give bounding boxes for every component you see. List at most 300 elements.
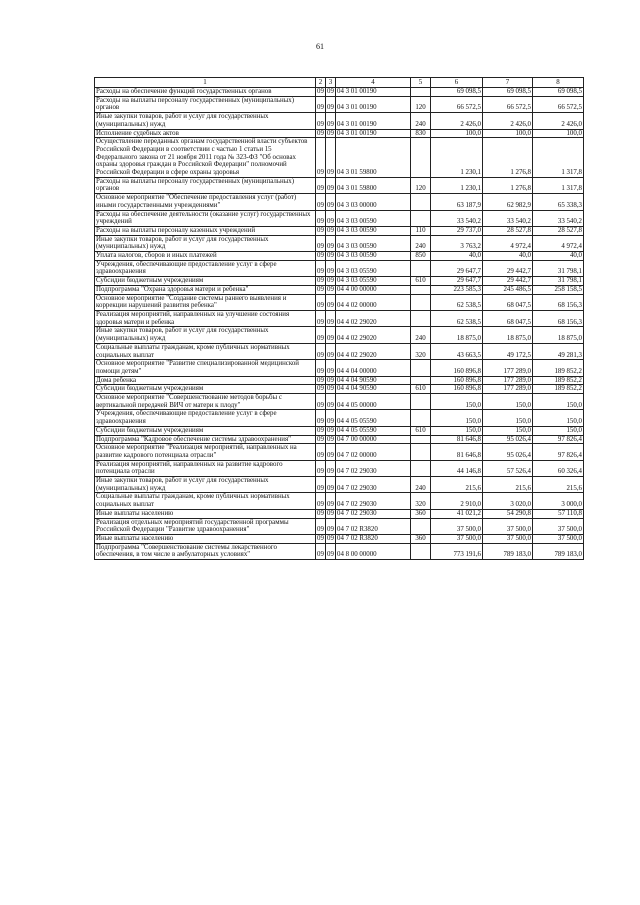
row-amount-year-1: 1 230,1 [431, 138, 483, 178]
row-amount-year-2: 57 526,4 [483, 460, 533, 476]
row-amount-year-1: 100,0 [431, 129, 483, 138]
row-expense-type-code: 240 [411, 477, 431, 493]
row-expense-type-code: 360 [411, 534, 431, 543]
row-section-code: 09 [317, 435, 324, 443]
column-header-8: 8 [533, 78, 584, 88]
row-amount-year-3: 189 852,2 [533, 376, 584, 385]
row-subsection-code: 09 [326, 493, 336, 509]
row-amount-year-3: 68 156,3 [533, 310, 584, 326]
table-row [95, 138, 584, 178]
row-subsection-code: 09 [326, 444, 336, 460]
row-amount-year-1: 2 910,0 [431, 493, 483, 509]
row-amount-year-1: 773 191,6 [431, 543, 483, 559]
row-amount-year-1: 37 500,0 [431, 534, 483, 543]
row-name: Иные закупки товаров, работ и услуг для государственных (муниципальных) нужд [95, 113, 316, 129]
row-subsection-code: 09 [326, 138, 336, 178]
table-row [95, 235, 584, 251]
row-subsection-code: 09 [326, 210, 336, 226]
row-amount-year-3: 49 281,3 [533, 343, 584, 359]
row-amount-year-1: 33 540,2 [431, 210, 483, 226]
row-expense-type-code [411, 285, 431, 294]
row-expense-type-code: 320 [411, 343, 431, 359]
row-subsection-code: 09 [326, 310, 336, 326]
row-subsection-code: 09 [326, 394, 336, 410]
row-amount-year-3: 97 826,4 [533, 435, 584, 444]
row-amount-year-2: 177 289,0 [483, 376, 533, 385]
row-amount-year-1: 69 098,5 [431, 88, 483, 97]
row-amount-year-3: 37 500,0 [533, 534, 584, 543]
row-subsection-code: 09 [327, 252, 334, 260]
row-section-code: 09 [317, 385, 324, 393]
row-section-code: 09 [316, 477, 326, 493]
row-amount-year-3: 66 572,5 [533, 96, 584, 112]
row-amount-year-2: 28 527,8 [483, 226, 533, 235]
table-row [95, 343, 584, 359]
row-amount-year-1: 160 896,8 [431, 385, 483, 394]
row-subsection-code: 09 [326, 360, 336, 376]
row-target-code: 04 7 02 29030 [336, 460, 411, 476]
row-subsection-code: 09 [327, 426, 334, 434]
row-amount-year-3: 68 156,3 [533, 294, 584, 310]
row-amount-year-3: 65 338,3 [533, 194, 584, 210]
row-name: Дома ребенка [95, 376, 316, 385]
row-name: Иные выплаты населению [95, 534, 316, 543]
row-section-code: 09 [316, 113, 326, 129]
row-expense-type-code [411, 543, 431, 559]
row-expense-type-code: 360 [411, 509, 431, 518]
row-subsection-code: 09 [326, 177, 336, 193]
row-name: Реализация мероприятий, направленных на улучшение состояния здоровья матери и ребенка [95, 310, 316, 326]
row-subsection-code: 09 [326, 543, 336, 559]
row-target-code: 04 4 05 00000 [336, 394, 411, 410]
row-section-code: 09 [317, 426, 324, 434]
row-amount-year-3: 57 110,8 [533, 509, 584, 518]
row-amount-year-2: 29 442,7 [483, 277, 533, 286]
row-name: Иные закупки товаров, работ и услуг для государственных (муниципальных) нужд [95, 477, 316, 493]
column-header-5: 5 [411, 78, 431, 88]
row-expense-type-code: 610 [411, 385, 431, 394]
row-amount-year-2: 2 426,0 [483, 113, 533, 129]
row-subsection-code: 09 [326, 235, 336, 251]
row-amount-year-1: 63 187,9 [431, 194, 483, 210]
row-name: Социальные выплаты гражданам, кроме публичных нормативных социальных выплат [95, 343, 316, 359]
row-expense-type-code: 240 [411, 327, 431, 343]
column-header-6: 6 [431, 78, 483, 88]
row-expense-type-code: 120 [411, 96, 431, 112]
row-amount-year-1: 62 538,5 [431, 294, 483, 310]
row-subsection-code: 09 [326, 260, 336, 276]
row-subsection-code: 09 [326, 343, 336, 359]
row-amount-year-1: 66 572,5 [431, 96, 483, 112]
row-target-code: 04 3 03 00590 [336, 210, 411, 226]
row-name: Расходы на обеспечение функций государственных органов [95, 88, 316, 97]
row-amount-year-2: 3 020,0 [483, 493, 533, 509]
table-row [95, 310, 584, 326]
row-subsection-code: 09 [326, 194, 336, 210]
row-amount-year-2: 95 026,4 [483, 435, 533, 444]
table-row [95, 294, 584, 310]
row-amount-year-1: 62 538,5 [431, 310, 483, 326]
table-row [95, 252, 584, 261]
row-amount-year-3: 4 972,4 [533, 235, 584, 251]
row-amount-year-1: 81 646,8 [431, 444, 483, 460]
row-name: Расходы на выплаты персоналу казенных учреждений [95, 226, 316, 235]
row-amount-year-2: 33 540,2 [483, 210, 533, 226]
row-amount-year-2: 68 047,5 [483, 310, 533, 326]
row-amount-year-2: 49 172,5 [483, 343, 533, 359]
row-amount-year-3: 18 875,0 [533, 327, 584, 343]
row-amount-year-1: 215,6 [431, 477, 483, 493]
row-target-code: 04 8 00 00000 [336, 543, 411, 559]
row-expense-type-code: 110 [411, 226, 431, 235]
row-target-code: 04 4 05 05590 [336, 426, 411, 435]
row-target-code: 04 3 01 59800 [336, 177, 411, 193]
row-subsection-code: 09 [326, 294, 336, 310]
row-name: Реализация мероприятий, направленных на развитие кадрового потенциала отрасли [95, 460, 316, 476]
table-row [95, 285, 584, 294]
row-amount-year-2: 18 875,0 [483, 327, 533, 343]
row-target-code: 04 4 05 05590 [336, 410, 411, 426]
row-expense-type-code [411, 444, 431, 460]
row-target-code: 04 4 02 29020 [336, 327, 411, 343]
row-amount-year-1: 29 647,7 [431, 260, 483, 276]
row-subsection-code: 09 [326, 113, 336, 129]
table-row [95, 88, 584, 97]
column-header-7: 7 [483, 78, 533, 88]
row-name: Основное мероприятие "Развитие специализированной медицинской помощи детям" [95, 360, 316, 376]
row-target-code: 04 7 02 00000 [336, 444, 411, 460]
row-section-code: 09 [316, 360, 326, 376]
row-amount-year-1: 223 585,3 [431, 285, 483, 294]
row-target-code: 04 3 01 59800 [336, 138, 411, 178]
row-expense-type-code [411, 460, 431, 476]
row-name: Реализация отдельных мероприятий государственной программы Российской Федерации "Развитие здравоохранения" [95, 518, 316, 534]
row-amount-year-1: 29 647,7 [431, 277, 483, 286]
row-target-code: 04 4 02 00000 [336, 294, 411, 310]
row-expense-type-code: 240 [411, 113, 431, 129]
row-amount-year-3: 3 000,0 [533, 493, 584, 509]
row-amount-year-3: 150,0 [533, 426, 584, 435]
row-target-code: 04 3 03 00000 [336, 194, 411, 210]
row-amount-year-3: 100,0 [533, 129, 584, 138]
table-row [95, 129, 584, 138]
row-name: Основное мероприятие "Реализация мероприятий, направленных на развитие кадрового потенциала отрасли" [95, 444, 316, 460]
row-amount-year-3: 69 098,5 [533, 88, 584, 97]
row-amount-year-3: 40,0 [533, 252, 584, 261]
row-target-code: 04 7 02 29030 [336, 477, 411, 493]
row-expense-type-code: 240 [411, 235, 431, 251]
row-subsection-code: 09 [327, 277, 334, 285]
row-name: Субсидии бюджетным учреждениям [95, 426, 316, 435]
row-amount-year-2: 29 442,7 [483, 260, 533, 276]
row-section-code: 09 [317, 226, 324, 234]
row-amount-year-3: 189 852,2 [533, 385, 584, 394]
row-amount-year-3: 150,0 [533, 394, 584, 410]
table-row [95, 385, 584, 394]
table-row [95, 226, 584, 235]
row-expense-type-code: 830 [411, 129, 431, 138]
row-section-code: 09 [316, 327, 326, 343]
row-expense-type-code [411, 194, 431, 210]
row-amount-year-1: 160 896,8 [431, 376, 483, 385]
row-expense-type-code: 120 [411, 177, 431, 193]
row-amount-year-2: 789 183,0 [483, 543, 533, 559]
row-target-code: 04 4 00 00000 [336, 285, 411, 294]
row-subsection-code: 09 [327, 534, 334, 542]
row-subsection-code: 09 [326, 410, 336, 426]
row-amount-year-2: 150,0 [483, 410, 533, 426]
row-section-code: 09 [317, 252, 324, 260]
row-section-code: 09 [316, 460, 326, 476]
row-target-code: 04 3 03 05590 [336, 260, 411, 276]
row-amount-year-1: 160 896,8 [431, 360, 483, 376]
row-expense-type-code [411, 138, 431, 178]
table-row [95, 410, 584, 426]
page-number: 61 [316, 42, 324, 51]
row-amount-year-2: 37 500,0 [483, 534, 533, 543]
row-subsection-code: 09 [327, 88, 334, 95]
row-amount-year-3: 189 852,2 [533, 360, 584, 376]
row-amount-year-2: 245 486,5 [483, 285, 533, 294]
row-section-code: 09 [317, 277, 324, 285]
row-name: Подпрограмма "Кадровое обеспечение системы здравоохранения" [95, 435, 316, 444]
row-target-code: 04 4 04 00000 [336, 360, 411, 376]
table-header-row [95, 78, 584, 88]
table-row [95, 210, 584, 226]
row-amount-year-1: 150,0 [431, 394, 483, 410]
row-name: Подпрограмма "Охрана здоровья матери и ребенка" [95, 285, 316, 294]
row-section-code: 09 [316, 210, 326, 226]
row-amount-year-3: 1 317,8 [533, 177, 584, 193]
row-name: Расходы на обеспечение деятельности (оказание услуг) государственных учреждений [95, 210, 316, 226]
row-section-code: 09 [316, 518, 326, 534]
row-target-code: 04 3 03 00590 [336, 235, 411, 251]
row-section-code: 09 [317, 509, 324, 517]
row-name: Иные выплаты населению [95, 509, 316, 518]
row-section-code: 09 [316, 543, 326, 559]
row-amount-year-2: 54 290,8 [483, 509, 533, 518]
row-amount-year-3: 258 158,5 [533, 285, 584, 294]
table-row [95, 534, 584, 543]
row-target-code: 04 3 03 00590 [336, 252, 411, 261]
row-section-code: 09 [317, 534, 324, 542]
row-amount-year-2: 177 289,0 [483, 360, 533, 376]
row-amount-year-2: 150,0 [483, 426, 533, 435]
row-amount-year-3: 2 426,0 [533, 113, 584, 129]
table-row [95, 426, 584, 435]
table-row [95, 96, 584, 112]
row-section-code: 09 [316, 444, 326, 460]
column-header-2: 2 [316, 78, 326, 88]
row-section-code: 09 [316, 310, 326, 326]
row-name: Учреждения, обеспечивающие предоставление услуг в сфере здравоохранения [95, 260, 316, 276]
table-row [95, 435, 584, 444]
row-expense-type-code: 320 [411, 493, 431, 509]
table-row [95, 477, 584, 493]
row-amount-year-1: 37 500,0 [431, 518, 483, 534]
row-amount-year-3: 33 540,2 [533, 210, 584, 226]
row-amount-year-2: 150,0 [483, 394, 533, 410]
table-row [95, 177, 584, 193]
row-amount-year-1: 44 146,8 [431, 460, 483, 476]
row-target-code: 04 7 00 00000 [336, 435, 411, 444]
row-section-code: 09 [316, 96, 326, 112]
row-subsection-code: 09 [326, 518, 336, 534]
table-row [95, 113, 584, 129]
row-section-code: 09 [317, 285, 324, 293]
table-row [95, 260, 584, 276]
row-name: Подпрограмма "Совершенствование системы лекарственного обеспечения, в том числе в амбулаторных условиях" [95, 543, 316, 559]
row-expense-type-code [411, 410, 431, 426]
row-section-code: 09 [317, 129, 324, 137]
table-row [95, 327, 584, 343]
row-target-code: 04 7 02 29030 [336, 509, 411, 518]
row-amount-year-1: 18 875,0 [431, 327, 483, 343]
row-target-code: 04 3 03 00590 [336, 226, 411, 235]
row-name: Иные закупки товаров, работ и услуг для государственных (муниципальных) нужд [95, 235, 316, 251]
row-amount-year-2: 215,6 [483, 477, 533, 493]
budget-table [94, 77, 584, 560]
row-expense-type-code [411, 210, 431, 226]
row-amount-year-1: 150,0 [431, 426, 483, 435]
row-expense-type-code [411, 294, 431, 310]
row-section-code: 09 [316, 235, 326, 251]
row-section-code: 09 [316, 194, 326, 210]
table-row [95, 543, 584, 559]
row-expense-type-code [411, 260, 431, 276]
row-section-code: 09 [317, 88, 324, 95]
row-expense-type-code [411, 518, 431, 534]
row-subsection-code: 09 [327, 129, 334, 137]
row-target-code: 04 3 01 00190 [336, 88, 411, 97]
row-section-code: 09 [316, 260, 326, 276]
row-subsection-code: 09 [327, 226, 334, 234]
row-name: Основное мероприятие "Обеспечение предоставления услуг (работ) иными государственными учреждениями" [95, 194, 316, 210]
row-expense-type-code [411, 394, 431, 410]
row-amount-year-3: 28 527,8 [533, 226, 584, 235]
row-amount-year-2: 66 572,5 [483, 96, 533, 112]
row-amount-year-1: 43 663,5 [431, 343, 483, 359]
row-amount-year-3: 60 326,4 [533, 460, 584, 476]
row-target-code: 04 3 01 00190 [336, 113, 411, 129]
row-amount-year-3: 31 798,1 [533, 260, 584, 276]
row-subsection-code: 09 [326, 96, 336, 112]
row-target-code: 04 3 01 00190 [336, 129, 411, 138]
row-name: Основное мероприятие "Совершенствование методов борьбы с вертикальной передачей ВИЧ от матери к плоду" [95, 394, 316, 410]
row-expense-type-code [411, 376, 431, 385]
row-name: Субсидии бюджетным учреждениям [95, 385, 316, 394]
table-row [95, 509, 584, 518]
row-target-code: 04 4 02 29020 [336, 343, 411, 359]
row-target-code: 04 7 02 R3820 [336, 534, 411, 543]
table-row [95, 493, 584, 509]
column-header-1: 1 [95, 78, 316, 88]
row-section-code: 09 [317, 376, 324, 384]
row-subsection-code: 09 [327, 285, 334, 293]
row-section-code: 09 [316, 343, 326, 359]
row-name: Учреждения, обеспечивающие предоставление услуг в сфере здравоохранения [95, 410, 316, 426]
row-subsection-code: 09 [327, 509, 334, 517]
row-amount-year-2: 68 047,5 [483, 294, 533, 310]
row-amount-year-2: 1 276,8 [483, 177, 533, 193]
row-amount-year-3: 1 317,8 [533, 138, 584, 178]
row-amount-year-3: 31 798,1 [533, 277, 584, 286]
row-expense-type-code: 850 [411, 252, 431, 261]
row-section-code: 09 [316, 493, 326, 509]
table-row [95, 460, 584, 476]
row-subsection-code: 09 [327, 385, 334, 393]
row-section-code: 09 [316, 394, 326, 410]
row-expense-type-code: 610 [411, 277, 431, 286]
row-amount-year-3: 37 500,0 [533, 518, 584, 534]
row-target-code: 04 3 01 00190 [336, 96, 411, 112]
table-body [95, 88, 584, 560]
row-target-code: 04 3 03 05590 [336, 277, 411, 286]
row-name: Исполнение судебных актов [95, 129, 316, 138]
row-section-code: 09 [316, 294, 326, 310]
table-row [95, 360, 584, 376]
row-target-code: 04 7 02 R3820 [336, 518, 411, 534]
row-amount-year-2: 177 289,0 [483, 385, 533, 394]
row-amount-year-2: 40,0 [483, 252, 533, 261]
row-amount-year-1: 2 426,0 [431, 113, 483, 129]
row-name: Уплата налогов, сборов и иных платежей [95, 252, 316, 261]
row-target-code: 04 4 04 90590 [336, 385, 411, 394]
row-name: Осуществление переданных органам государственной власти субъектов Российской Федерации в соответствии с частью 1 статьи 15 Федерального закона от 21 ноября 2011 года № 323-ФЗ "Об основах охраны здоровья граждан в Российской Федерации" полномочий Российской Федерации в сфере охраны здоровья [95, 138, 316, 178]
row-expense-type-code: 610 [411, 426, 431, 435]
row-subsection-code: 09 [326, 327, 336, 343]
row-amount-year-1: 40,0 [431, 252, 483, 261]
table-row [95, 394, 584, 410]
row-amount-year-2: 62 982,9 [483, 194, 533, 210]
row-amount-year-1: 150,0 [431, 410, 483, 426]
row-target-code: 04 4 04 90590 [336, 376, 411, 385]
row-expense-type-code [411, 310, 431, 326]
row-section-code: 09 [316, 138, 326, 178]
row-amount-year-2: 69 098,5 [483, 88, 533, 97]
row-subsection-code: 09 [327, 435, 334, 443]
row-name: Расходы на выплаты персоналу государственных (муниципальных) органов [95, 96, 316, 112]
row-amount-year-2: 4 972,4 [483, 235, 533, 251]
row-name: Социальные выплаты гражданам, кроме публичных нормативных социальных выплат [95, 493, 316, 509]
row-amount-year-1: 3 763,2 [431, 235, 483, 251]
row-amount-year-3: 97 826,4 [533, 444, 584, 460]
row-subsection-code: 09 [326, 477, 336, 493]
column-header-4: 4 [336, 78, 411, 88]
table-row [95, 277, 584, 286]
row-name: Расходы на выплаты персоналу государственных (муниципальных) органов [95, 177, 316, 193]
row-amount-year-2: 37 500,0 [483, 518, 533, 534]
row-expense-type-code [411, 435, 431, 444]
row-subsection-code: 09 [327, 376, 334, 384]
row-section-code: 09 [316, 410, 326, 426]
table-row [95, 194, 584, 210]
row-section-code: 09 [316, 177, 326, 193]
row-amount-year-2: 1 276,8 [483, 138, 533, 178]
row-amount-year-1: 29 737,0 [431, 226, 483, 235]
table-row [95, 444, 584, 460]
row-name: Иные закупки товаров, работ и услуг для государственных (муниципальных) нужд [95, 327, 316, 343]
row-amount-year-1: 41 021,2 [431, 509, 483, 518]
row-expense-type-code [411, 88, 431, 97]
table-row [95, 376, 584, 385]
row-amount-year-3: 789 183,0 [533, 543, 584, 559]
row-amount-year-3: 215,6 [533, 477, 584, 493]
row-subsection-code: 09 [326, 460, 336, 476]
row-amount-year-2: 95 026,4 [483, 444, 533, 460]
row-target-code: 04 7 02 29030 [336, 493, 411, 509]
row-target-code: 04 4 02 29020 [336, 310, 411, 326]
